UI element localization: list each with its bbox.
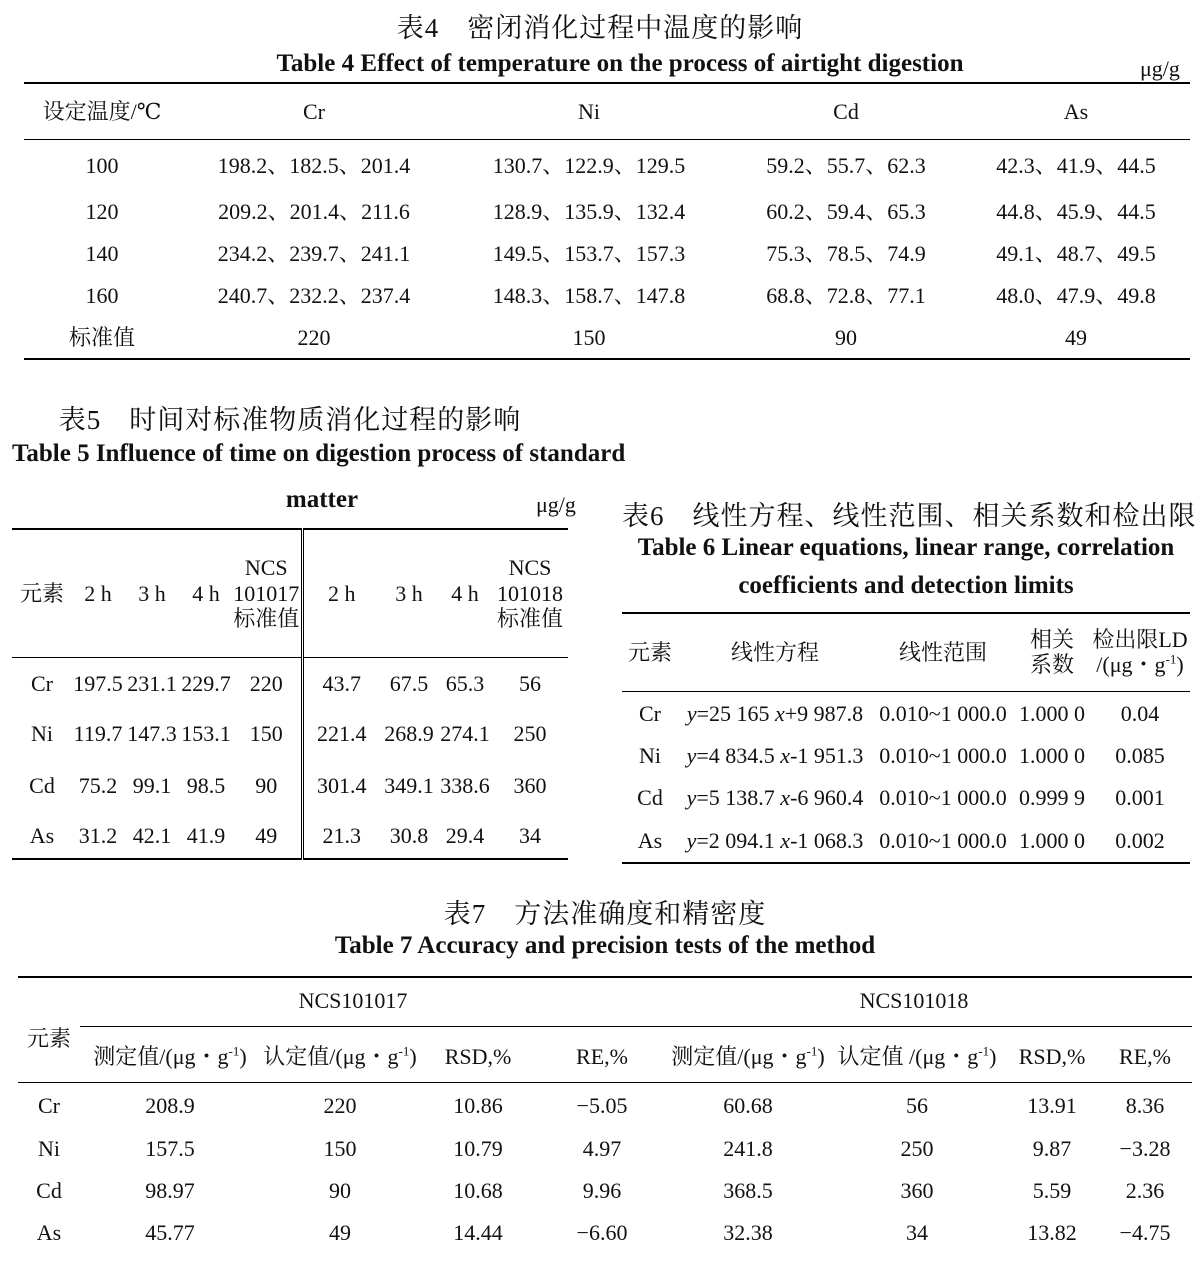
unit-exponent: -1: [398, 1043, 410, 1059]
table-cell: 9.87: [1032, 1136, 1072, 1162]
table-cell: 150: [572, 324, 606, 350]
table7: [18, 1032, 1192, 1254]
table-cell: 49: [255, 822, 278, 848]
header-text: ): [239, 1044, 247, 1070]
table-cell: 99.1: [132, 773, 172, 799]
table-cell: 301.4: [302, 759, 380, 813]
table-cell: 0.010~1 000.0: [879, 743, 1007, 769]
table-row: [18, 1212, 1192, 1254]
table-cell: 34: [906, 1220, 928, 1246]
table-cell: 149.5、153.7、157.3: [492, 241, 686, 267]
table-row: [622, 691, 1190, 735]
table-row: [12, 657, 568, 709]
var-x: x: [780, 785, 791, 811]
table7-group-rule: [80, 1026, 1192, 1027]
header-line: 标准值: [233, 605, 300, 631]
table-cell: 208.9: [145, 1092, 195, 1118]
table-row: [18, 1170, 1192, 1212]
table-cell: 120: [85, 199, 119, 225]
var-y: y: [686, 785, 697, 811]
table-cell: 42.3、41.9、44.5: [996, 152, 1156, 178]
table-cell: 220: [297, 324, 331, 350]
var-y: y: [686, 743, 697, 769]
table-cell: 4.97: [582, 1136, 622, 1162]
table5-caption-en-2: matter: [285, 486, 359, 513]
table-cell: 45.77: [145, 1220, 195, 1246]
table-cell: 67.5: [389, 670, 429, 696]
table-cell: 1.000 0: [1019, 700, 1085, 726]
table-row: [622, 819, 1190, 863]
table6-header-row: [622, 613, 1190, 691]
table6-caption-en-1: Table 6 Linear equations, linear range, correlation: [637, 534, 1175, 561]
table7-header-measured-2: [668, 1032, 828, 1082]
table7-caption-en: Table 7 Accuracy and precision tests of the method: [334, 932, 876, 959]
table-cell: 220: [249, 670, 283, 696]
var-x: x: [780, 743, 791, 769]
header-line: 标准值: [496, 605, 563, 631]
table-cell: 338.6: [440, 773, 490, 799]
table-cell: 8.36: [1125, 1092, 1165, 1118]
table7-header-blank: [18, 1032, 80, 1082]
eq-part: =5 138.7: [696, 785, 781, 811]
table-row: [24, 317, 1190, 359]
table5-header-4h: 4 h: [192, 580, 220, 606]
eq-part: -6 960.4: [790, 785, 864, 811]
table-cell: −3.28: [1119, 1136, 1171, 1162]
header-line: 检出限LD: [1092, 626, 1188, 652]
table-cell: 198.2、182.5、201.4: [217, 152, 411, 178]
header-line: [1090, 652, 1190, 677]
table7-header-rsd: RSD,%: [444, 1044, 512, 1070]
table6-header-equation: 线性方程: [730, 639, 819, 665]
var-y: y: [686, 827, 697, 853]
table-cell: 119.7: [73, 721, 123, 747]
table-cell: Ni: [639, 743, 661, 769]
table7-header-re: RE,%: [576, 1044, 628, 1070]
table-cell: 0.010~1 000.0: [879, 827, 1007, 853]
table5-header-3h-b: 3 h: [395, 580, 423, 606]
table-cell: 231.1: [127, 670, 177, 696]
table5-header-2h-b: 2 h: [302, 529, 380, 657]
table-cell: 56: [519, 670, 541, 696]
table-cell: 1.000 0: [1019, 743, 1085, 769]
table-row: [24, 233, 1190, 275]
table5-header-2h: 2 h: [84, 580, 112, 606]
header-line: 101017: [233, 580, 300, 606]
table-cell: 229.7: [181, 670, 231, 696]
table-cell: 59.2、55.7、62.3: [766, 152, 926, 178]
table-cell: 68.8、72.8、77.1: [766, 283, 926, 309]
table-cell: 197.5: [73, 670, 123, 696]
var-y: y: [686, 700, 697, 726]
table4-caption-en: Table 4 Effect of temperature on the process of airtight digestion: [276, 50, 964, 77]
table-cell: 31.2: [78, 822, 118, 848]
table-cell: 0.010~1 000.0: [879, 785, 1007, 811]
table-cell: 0.04: [1120, 700, 1160, 726]
table-cell: 360: [513, 773, 547, 799]
equation-cell: [678, 777, 872, 819]
table4-caption-cn: 表4 密闭消化过程中温度的影响: [396, 13, 804, 43]
table-cell: Ni: [31, 721, 53, 747]
table7-header-row: [18, 1032, 1192, 1082]
table-cell: 0.085: [1115, 743, 1165, 769]
table6-header-ld: [1090, 613, 1190, 691]
var-x: x: [775, 700, 785, 726]
table-cell: Cr: [639, 700, 661, 726]
unit-exponent: -1: [978, 1043, 990, 1059]
table-cell: 43.7: [302, 657, 380, 709]
table-cell: 13.82: [1027, 1220, 1077, 1246]
table-cell: 29.4: [445, 822, 485, 848]
table-cell: 13.91: [1027, 1092, 1077, 1118]
table-cell: 360: [900, 1178, 934, 1204]
table4-header-cr: Cr: [303, 98, 325, 124]
table-cell: 21.3: [302, 813, 380, 859]
table-cell: 220: [323, 1092, 357, 1118]
table-cell: 368.5: [723, 1178, 773, 1204]
table-row: [12, 709, 568, 759]
table-cell: As: [637, 827, 663, 853]
table-cell: 153.1: [181, 721, 231, 747]
table5-caption-cn: 表5 时间对标准物质消化过程的影响: [58, 405, 522, 435]
table-cell: 60.68: [723, 1092, 773, 1118]
table-cell: 128.9、135.9、132.4: [492, 199, 686, 225]
table-row: [622, 777, 1190, 819]
table-cell: 9.96: [582, 1178, 622, 1204]
table-cell: 75.2: [78, 773, 118, 799]
table-cell: 60.2、59.4、65.3: [766, 199, 926, 225]
unit-text: /(μg・g: [1096, 652, 1166, 678]
table7-top-rule: [18, 976, 1192, 978]
table-cell: 221.4: [302, 709, 380, 759]
table5-header-row: [12, 529, 568, 657]
unit-exponent: -1: [1165, 651, 1177, 667]
table-cell: Cr: [31, 670, 53, 696]
table-cell: 30.8: [389, 822, 429, 848]
table-cell: 268.9: [384, 721, 434, 747]
table-cell: 0.002: [1115, 827, 1165, 853]
unit-exponent: -1: [228, 1043, 240, 1059]
table6-header-element: 元素: [627, 639, 672, 665]
eq-part: =2 094.1: [696, 827, 781, 853]
table6-header-range: 线性范围: [898, 639, 987, 665]
table-cell: 1.000 0: [1019, 827, 1085, 853]
table-cell: 140: [85, 241, 119, 267]
equation-cell: [678, 691, 872, 735]
table-cell: 147.3: [127, 721, 177, 747]
table7-header-certified-2: [828, 1032, 1006, 1082]
table4-header-row: [24, 83, 1190, 139]
table5-header-ncs101018: [492, 529, 568, 657]
header-line: NCS: [508, 555, 552, 581]
eq-part: =25 165: [696, 700, 775, 726]
table7-header-measured: [80, 1032, 260, 1082]
table-row: [24, 275, 1190, 317]
table-cell: 49.1、48.7、49.5: [996, 241, 1156, 267]
table7-header-rsd-2: RSD,%: [1018, 1044, 1086, 1070]
table-cell: 349.1: [384, 773, 434, 799]
header-line: 101018: [497, 580, 563, 606]
table-cell: As: [36, 1220, 62, 1246]
header-line: NCS: [244, 555, 288, 581]
table-cell: 10.68: [453, 1178, 503, 1204]
table-cell: 241.8: [723, 1136, 773, 1162]
header-line: 相关: [1029, 626, 1074, 652]
table-cell: 240.7、232.2、237.4: [217, 283, 411, 309]
table4-header-cd: Cd: [833, 98, 859, 124]
table7-caption-cn: 表7 方法准确度和精密度: [443, 899, 767, 929]
header-text: 测定值/(μg・g: [93, 1044, 229, 1070]
table-row: [12, 759, 568, 813]
table-row: [18, 1082, 1192, 1128]
table-cell: 2.36: [1125, 1178, 1165, 1204]
table-cell: 0.010~1 000.0: [879, 700, 1007, 726]
table-cell: 100: [85, 152, 119, 178]
table-cell: 49: [329, 1220, 351, 1246]
table5-unit: μg/g: [536, 492, 576, 517]
equation-cell: [678, 819, 872, 863]
table-cell: 14.44: [453, 1220, 503, 1246]
table-cell: Cr: [38, 1092, 60, 1118]
table-cell: −4.75: [1119, 1220, 1171, 1246]
eq-part: +9 987.8: [784, 700, 864, 726]
table5-header-element: 元素: [19, 580, 64, 606]
table-cell: 10.79: [453, 1136, 503, 1162]
header-line: 系数: [1029, 652, 1074, 678]
table-cell: 150: [249, 721, 283, 747]
table-cell: −5.05: [576, 1092, 628, 1118]
header-text: ): [409, 1044, 417, 1070]
table-cell: 157.5: [145, 1136, 195, 1162]
table5-caption-en-1: Table 5 Influence of time on digestion process of standard: [12, 440, 626, 467]
table-cell: 98.97: [145, 1178, 195, 1204]
header-text: ): [989, 1044, 997, 1070]
table-cell: 75.3、78.5、74.9: [766, 241, 926, 267]
table5-header-3h: 3 h: [138, 580, 166, 606]
table-cell: 98.5: [186, 773, 226, 799]
table6-header-correlation: [1014, 613, 1090, 691]
table-cell: Cd: [36, 1178, 62, 1204]
table-cell: 49: [1065, 324, 1087, 350]
table6-caption-en-2: coefficients and detection limits: [738, 572, 1074, 599]
table-row: [12, 813, 568, 859]
eq-part: =4 834.5: [696, 743, 781, 769]
table-row: [18, 1128, 1192, 1170]
table-cell: 34: [519, 822, 541, 848]
table-cell: 274.1: [440, 721, 490, 747]
table5-header-ncs101017: [232, 529, 302, 657]
table4-header-temp: 设定温度/℃: [42, 98, 162, 124]
table4-header-ni: Ni: [578, 98, 600, 124]
table6: [622, 612, 1190, 864]
table-cell: 42.1: [132, 822, 172, 848]
var-x: x: [780, 827, 791, 853]
table-row: [622, 735, 1190, 777]
table-cell: 209.2、201.4、211.6: [218, 199, 410, 225]
table4-unit: μg/g: [1140, 56, 1180, 81]
unit-text: ): [1176, 652, 1184, 678]
header-text: 认定值 /(μg・g: [837, 1044, 979, 1070]
table7-header-certified: [260, 1032, 420, 1082]
table4: [24, 82, 1190, 360]
header-text: 认定值/(μg・g: [263, 1044, 399, 1070]
table7-header-element: 元素: [26, 1026, 71, 1051]
table-cell: 90: [835, 324, 857, 350]
table7-header-re-2: RE,%: [1119, 1044, 1171, 1070]
table7-header-ncs101018: NCS101018: [859, 988, 969, 1013]
table-cell: As: [29, 822, 55, 848]
header-text: ): [817, 1044, 825, 1070]
table-cell: 150: [323, 1136, 357, 1162]
header-text: 测定值/(μg・g: [671, 1044, 807, 1070]
eq-part: -1 068.3: [790, 827, 864, 853]
table-cell: 10.86: [453, 1092, 503, 1118]
table-cell: 234.2、239.7、241.1: [217, 241, 411, 267]
table-cell: 41.9: [186, 822, 226, 848]
table-cell: 5.59: [1032, 1178, 1072, 1204]
table-cell: Ni: [38, 1136, 60, 1162]
table-cell: 0.999 9: [1019, 785, 1085, 811]
table-cell: 0.001: [1115, 785, 1165, 811]
table-row: [24, 191, 1190, 233]
table6-caption-cn: 表6 线性方程、线性范围、相关系数和检出限: [622, 501, 1197, 531]
table-cell: 160: [85, 283, 119, 309]
table-cell: 130.7、122.9、129.5: [492, 152, 686, 178]
table-cell: 250: [513, 721, 547, 747]
table-row: [24, 139, 1190, 191]
table-cell: 标准值: [68, 324, 135, 350]
table-cell: 250: [900, 1136, 934, 1162]
table7-header-ncs101017: NCS101017: [298, 988, 408, 1013]
table-cell: 32.38: [723, 1220, 773, 1246]
table5: [12, 528, 568, 860]
table5-header-4h-b: 4 h: [451, 580, 479, 606]
table4-header-as: As: [1063, 98, 1089, 124]
table-cell: −6.60: [576, 1220, 628, 1246]
unit-exponent: -1: [806, 1043, 818, 1059]
table-cell: 65.3: [445, 670, 485, 696]
table-cell: 90: [329, 1178, 351, 1204]
table-cell: 148.3、158.7、147.8: [492, 283, 686, 309]
table-cell: Cd: [29, 773, 55, 799]
table-cell: 56: [906, 1092, 928, 1118]
table-cell: Cd: [637, 785, 663, 811]
equation-cell: [678, 735, 872, 777]
table-cell: 44.8、45.9、44.5: [996, 199, 1156, 225]
table-cell: 90: [255, 773, 278, 799]
table-cell: 48.0、47.9、49.8: [996, 283, 1156, 309]
eq-part: -1 951.3: [790, 743, 864, 769]
